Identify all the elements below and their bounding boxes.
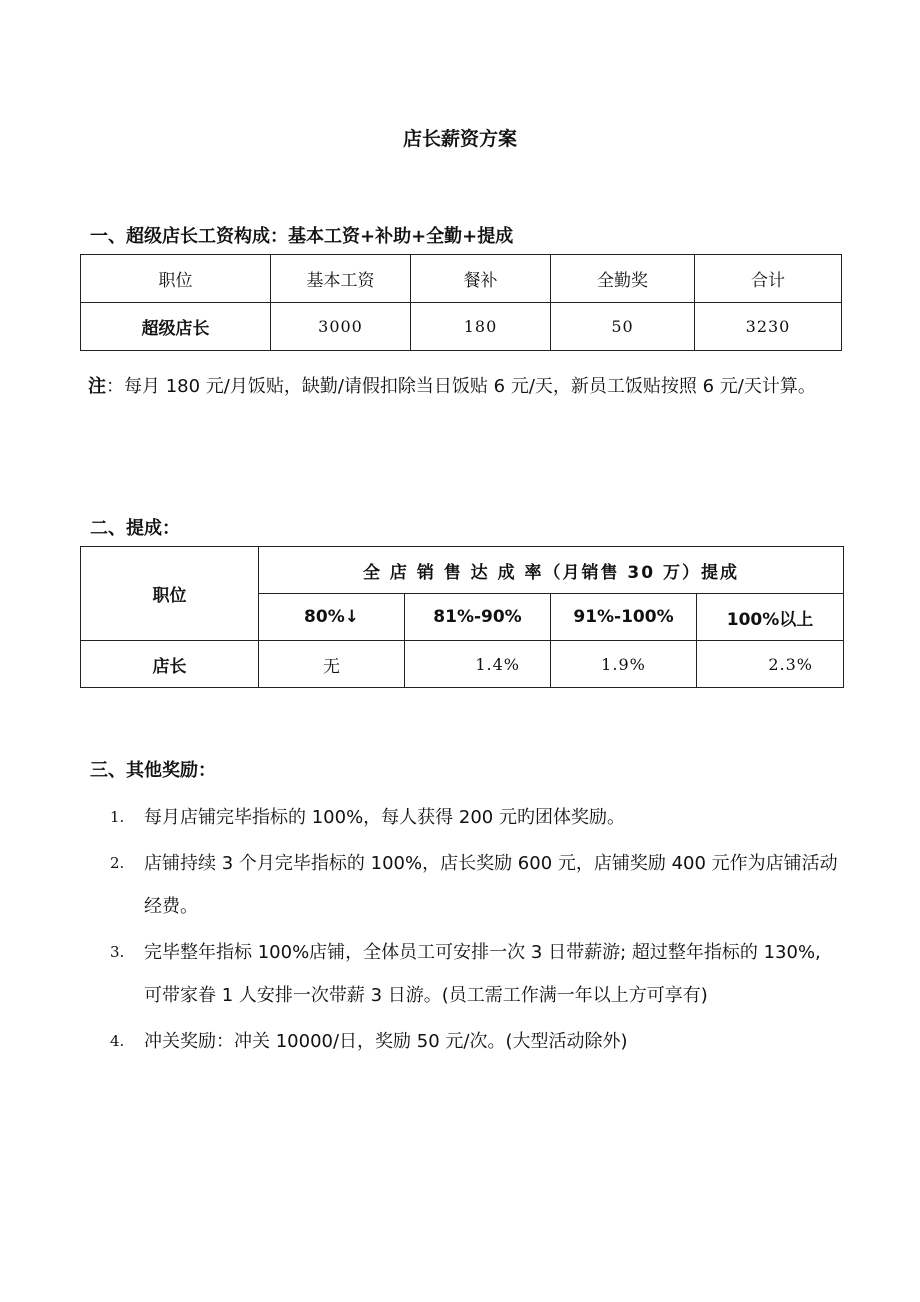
- value-cell: 3230: [695, 303, 842, 351]
- list-item: [110, 1020, 840, 1063]
- value-cell: 3000: [271, 303, 411, 351]
- value-cell: 1.4%: [405, 641, 551, 688]
- section3-heading: 三、其他奖励：: [90, 760, 216, 781]
- subheader-cell: 100%以上: [697, 594, 844, 641]
- subheader-cell: 80%↓: [259, 594, 405, 641]
- position-cell: 超级店长: [81, 303, 271, 351]
- item-text: 每月店铺完毕指标的 100%，每人获得 200 元旳团体奖励。: [144, 807, 625, 828]
- table-header-row: [81, 547, 844, 594]
- header-cell: 餐补: [411, 255, 551, 303]
- section1-heading: 一、超级店长工资构成：基本工资+补助+全勤+提成: [90, 226, 514, 247]
- position-header: 职位: [81, 547, 259, 641]
- salary-table: [80, 254, 842, 351]
- group-header: 全 店 销 售 达 成 率（月销售 30 万）提成: [259, 547, 844, 594]
- position-cell: 店长: [81, 641, 259, 688]
- table-row: [81, 641, 844, 688]
- item-number: 4.: [110, 1032, 125, 1050]
- item-number: 1.: [110, 808, 125, 826]
- item-text: 冲关奖励：冲关 10000/日，奖励 50 元/次。(大型活动除外): [144, 1031, 628, 1052]
- rewards-list: [110, 796, 840, 1066]
- header-cell: 基本工资: [271, 255, 411, 303]
- value-cell: 1.9%: [551, 641, 697, 688]
- item-text: 完毕整年指标 100%店铺，全体员工可安排一次 3 日带薪游; 超过整年指标的 130%, 可带家眷 1 人安排一次带薪 3 日游。(员工需工作满一年以上方可享有): [144, 942, 821, 1006]
- list-item: [110, 842, 840, 928]
- note-text: ：每月 180 元/月饭贴，缺勤/请假扣除当日饭贴 6 元/天，新员工饭贴按照 6 元/天计算。: [106, 376, 816, 397]
- item-number: 3.: [110, 943, 125, 961]
- value-cell: 2.3%: [697, 641, 844, 688]
- commission-table: [80, 546, 844, 688]
- item-number: 2.: [110, 854, 125, 872]
- section2-heading: 二、提成：: [90, 518, 180, 539]
- value-cell: 180: [411, 303, 551, 351]
- subheader-cell: 81%-90%: [405, 594, 551, 641]
- header-cell: 全勤奖: [551, 255, 695, 303]
- page-title: 店长薪资方案: [402, 128, 517, 150]
- header-cell: 合计: [695, 255, 842, 303]
- table-header-row: [81, 255, 842, 303]
- list-item: [110, 931, 840, 1017]
- subheader-cell: 91%-100%: [551, 594, 697, 641]
- header-cell: 职位: [81, 255, 271, 303]
- list-item: [110, 796, 840, 839]
- note-paragraph: [88, 365, 838, 408]
- item-text: 店铺持续 3 个月完毕指标的 100%，店长奖励 600 元，店铺奖励 400 元作为店铺活动经费。: [144, 853, 838, 917]
- value-cell: 50: [551, 303, 695, 351]
- table-row: [81, 303, 842, 351]
- note-label: 注: [88, 376, 106, 397]
- value-cell: 无: [259, 641, 405, 688]
